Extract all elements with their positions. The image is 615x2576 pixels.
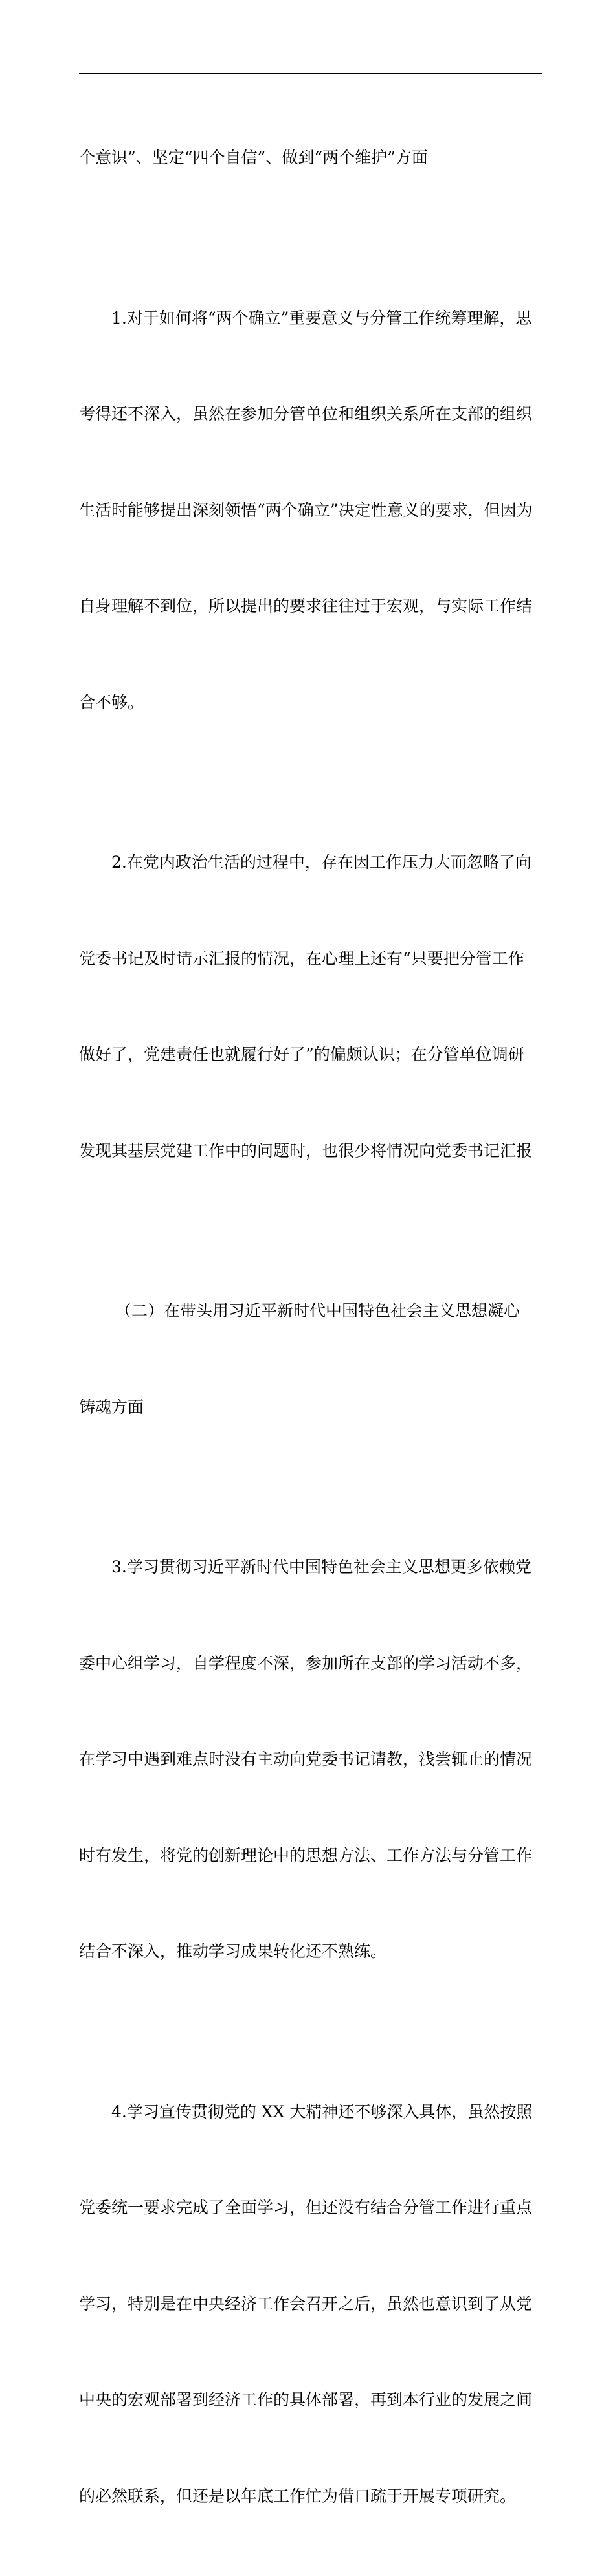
text-line: 自身理解不到位，所以提出的要求往往过于宏观，与实际工作结 (79, 590, 542, 622)
text-line: 委中心组学习，自学程度不深，参加所在支部的学习活动不多， (79, 1647, 542, 1680)
document-page (0, 0, 615, 870)
text-line: 党委书记及时请示汇报的情况，在心理上还有“只要把分管工作 (79, 943, 542, 975)
section-heading (79, 1231, 542, 1487)
text-line: 做好了，党建责任也就履行好了”的偏颇认识；在分管单位调研 (79, 1039, 542, 1071)
text-line: 发现其基层党建工作中的问题时，也很少将情况向党委书记汇报 (79, 1135, 542, 1167)
text-line: 1.对于如何将“两个确立”重要意义与分管工作统筹理解，思 (79, 302, 542, 335)
document-body (79, 78, 542, 2576)
paragraph-4 (79, 2032, 542, 2576)
text-line: 考得还不深入，虽然在参加分管单位和组织关系所在支部的组织 (79, 398, 542, 430)
text-line: 时有发生，将党的创新理论中的思想方法、工作方法与分管工作 (79, 1840, 542, 1872)
text-line: 在学习中遇到难点时没有主动向党委书记请教，浅尝辄止的情况 (79, 1743, 542, 1776)
text-line: 4.学习宣传贯彻党的 XX 大精神还不够深入具体，虽然按照 (79, 2096, 542, 2128)
text-line: 个意识”、坚定“四个自信”、做到“两个维护”方面 (79, 142, 542, 174)
text-line: 学习，特别是在中央经济工作会召开之后，虽然也意识到了从党 (79, 2288, 542, 2320)
paragraph-2 (79, 782, 542, 1231)
text-line: 党委统一要求完成了全面学习，但还没有结合分管工作进行重点 (79, 2192, 542, 2224)
text-line: （二）在带头用习近平新时代中国特色社会主义思想凝心 (79, 1295, 542, 1327)
text-line: 结合不深入，推动学习成果转化还不熟练。 (79, 1935, 542, 1968)
text-line: 合不够。 (79, 687, 542, 719)
text-line: 生活时能够提出深刻领悟“两个确立”决定性意义的要求，但因为 (79, 494, 542, 527)
text-line: 中央的宏观部署到经济工作的具体部署，再到本行业的发展之间 (79, 2384, 542, 2416)
paragraph-3 (79, 1487, 542, 2032)
text-line: 铸魂方面 (79, 1391, 542, 1424)
text-line: 2.在党内政治生活的过程中，存在因工作压力大而忽略了向 (79, 846, 542, 879)
paragraph-1 (79, 238, 542, 783)
header-rule (79, 73, 542, 74)
carryover-heading (79, 78, 542, 238)
text-line: 3.学习贯彻习近平新时代中国特色社会主义思想更多依赖党 (79, 1551, 542, 1583)
text-line: 的必然联系，但还是以年底工作忙为借口疏于开展专项研究。 (79, 2480, 542, 2513)
